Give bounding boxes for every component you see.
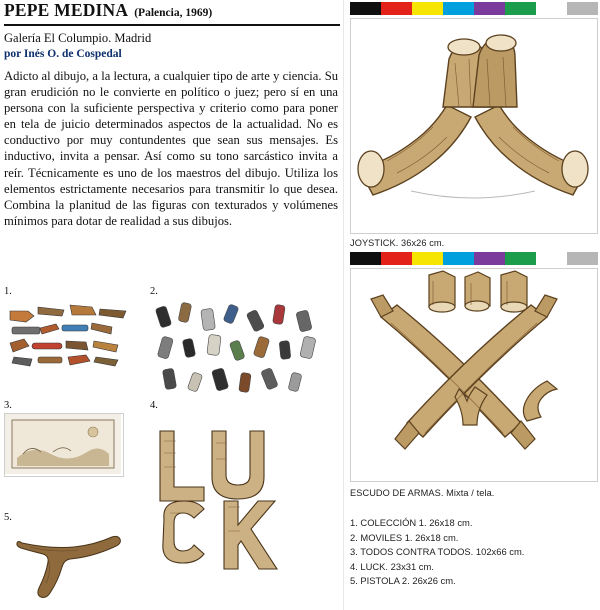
figure-1 bbox=[4, 286, 134, 371]
joystick-plate bbox=[350, 18, 598, 234]
escudo-de-armas-art bbox=[351, 269, 595, 479]
escudo-caption-title: ESCUDO DE ARMAS. bbox=[350, 488, 444, 498]
header-divider bbox=[4, 24, 340, 26]
works-list bbox=[350, 516, 596, 589]
luck-letters-art bbox=[150, 413, 328, 603]
figure-5-number: 5. bbox=[4, 512, 12, 523]
escudo-caption-detail: Mixta / tela. bbox=[446, 488, 495, 498]
figure-2 bbox=[150, 286, 330, 401]
figure-3 bbox=[4, 400, 134, 477]
gallery-line: Galería El Columpio. Madrid bbox=[4, 31, 152, 45]
joystick-art bbox=[351, 19, 595, 231]
framed-landscape-drawing bbox=[4, 413, 124, 477]
figure-3-number: 3. bbox=[4, 400, 12, 411]
escudo-de-armas-plate bbox=[350, 268, 598, 482]
figure-4-number: 4. bbox=[150, 400, 158, 411]
figure-4 bbox=[150, 400, 330, 603]
artist-origin: (Palencia, 1969) bbox=[134, 7, 213, 19]
colorbar-mid bbox=[350, 252, 598, 265]
luck-wood-letters bbox=[150, 413, 328, 603]
author-byline: por Inés O. de Cospedal bbox=[4, 48, 122, 60]
joystick-caption bbox=[350, 238, 596, 248]
collage-of-mobile-phones bbox=[150, 299, 328, 401]
joystick-caption-detail: 36x26 cm. bbox=[401, 238, 445, 248]
works-list-item: 1. COLECCIÓN 1. 26x18 cm. bbox=[350, 517, 473, 528]
column-divider bbox=[343, 0, 344, 610]
article-header bbox=[4, 0, 340, 60]
artist-name: PEPE MEDINA bbox=[4, 0, 129, 20]
figure-2-number: 2. bbox=[150, 286, 158, 297]
artist-heading bbox=[4, 0, 340, 21]
tools-collage-art bbox=[4, 299, 132, 371]
figure-1-number: 1. bbox=[4, 286, 12, 297]
phones-collage-art bbox=[150, 299, 328, 401]
figure-5 bbox=[4, 512, 134, 603]
right-column bbox=[348, 0, 598, 610]
works-list-item: 5. PISTOLA 2. 26x26 cm. bbox=[350, 575, 456, 587]
wooden-branch-pistol bbox=[4, 525, 132, 603]
collage-of-tools bbox=[4, 299, 132, 371]
article-body: Adicto al dibujo, a la lectura, a cualquier tipo de arte y ciencia. Su gran erudición no le convierte en político o juez; pero sí en una persona con la suficiente perspectiva y criterio como para poner en tela de juicio determinados aspectos de la actualidad. No es conductivo por muy contundentes que sean sus mensajes. Es inductivo, invita a pensar. Así como su tono sarcástico invita a reír. Técnicamente es uno de los maestros del dibujo. Utiliza los elementos estrictamente necesarios para transmitir lo que desea. Combina la planitud de las figuras con texturados y volúmenes mínimos para dotar de realidad a sus dibujos. bbox=[4, 69, 338, 228]
works-list-item: 4. LUCK. 23x31 cm. bbox=[350, 560, 434, 572]
landscape-art bbox=[5, 414, 121, 474]
escudo-caption bbox=[350, 488, 596, 498]
works-list-item: 3. TODOS CONTRA TODOS. 102x66 cm. bbox=[350, 546, 525, 558]
branch-pistol-art bbox=[4, 525, 132, 603]
joystick-caption-title: JOYSTICK. bbox=[350, 238, 399, 248]
colorbar-top bbox=[350, 2, 598, 15]
works-list-item: 2. MOVILES 1. 26x18 cm. bbox=[350, 531, 459, 543]
